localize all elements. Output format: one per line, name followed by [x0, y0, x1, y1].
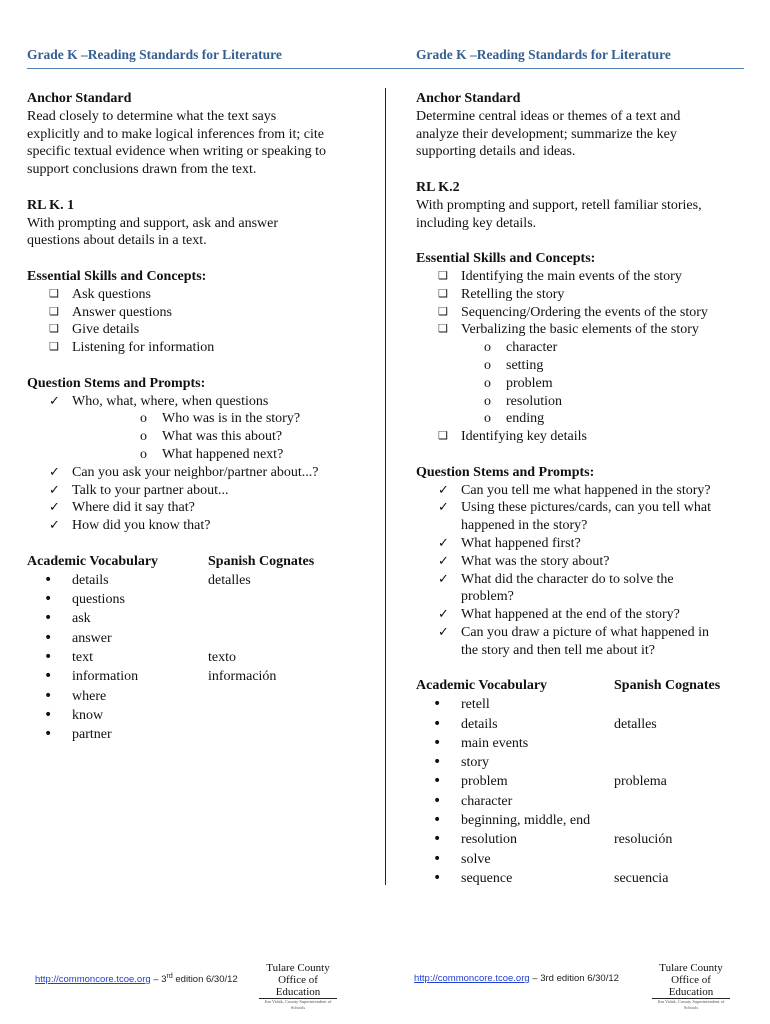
left-stems-label: Question Stems and Prompts: [27, 375, 206, 391]
right-skills-list-tail [416, 428, 746, 446]
bullet-icon: • [44, 706, 53, 723]
left-rl-label: RL K. 1 [27, 197, 75, 213]
vocab-row: • details detalles [44, 571, 251, 588]
left-anchor-line: support conclusions drawn from the text. [27, 162, 257, 178]
bullet-icon: • [44, 648, 53, 665]
checkmark-icon: ✓ [49, 393, 60, 409]
vocab-row: • story [433, 754, 489, 771]
vocab-label: Academic Vocabulary [27, 553, 159, 569]
tcoe-logo: Tulare County Office of Education Jim Vidak, County Superintendent of Schools [259, 962, 337, 1011]
vocab-row: • where [44, 687, 107, 704]
right-stems-list [416, 482, 746, 660]
checkmark-icon: ✓ [49, 464, 60, 480]
checkmark-icon: ✓ [438, 571, 449, 587]
tcoe-logo: Tulare County Office of Education Jim Vidak, County Superintendent of Schools [652, 962, 730, 1011]
bullet-icon: • [433, 831, 442, 848]
bullet-icon: • [44, 610, 53, 627]
vocab-row: • sequence secuencia [433, 869, 669, 886]
bullet-icon: • [433, 754, 442, 771]
right-page-header: Grade K –Reading Standards for Literature [416, 47, 671, 62]
checkmark-icon: ✓ [438, 553, 449, 569]
footer-link[interactable]: http://commoncore.tcoe.org [35, 974, 151, 986]
list-item: ✓ What happened at the end of the story? [438, 607, 680, 623]
bullet-icon: • [44, 571, 53, 588]
left-anchor-label: Anchor Standard [27, 91, 132, 106]
left-skills-list [27, 286, 367, 357]
sub-list-item: o resolution [484, 393, 562, 409]
open-circle-icon: o [140, 429, 147, 445]
open-circle-icon: o [484, 340, 491, 356]
square-bullet-icon: ❑ [438, 430, 448, 443]
vocab-row: • questions [44, 591, 125, 608]
bullet-icon: • [433, 715, 442, 732]
list-item: ❑ Identifying key details [438, 429, 587, 445]
left-rl-line: questions about details in a text. [27, 233, 207, 249]
checkmark-icon: ✓ [49, 482, 60, 498]
vocab-row: • character [433, 792, 513, 809]
right-skills-list [416, 268, 746, 339]
open-circle-icon: o [484, 393, 491, 409]
cognates-label: Spanish Cognates [614, 678, 721, 694]
vocab-label: Academic Vocabulary [416, 678, 548, 694]
list-item: ❑ Listening for information [49, 340, 215, 356]
vocab-row: • ask [44, 610, 91, 627]
vocab-row: • beginning, middle, end [433, 812, 591, 829]
sub-list-item: o What happened next? [140, 446, 284, 462]
square-bullet-icon: ❑ [49, 323, 59, 336]
vocab-row: • problem problema [433, 773, 667, 790]
open-circle-icon: o [484, 411, 491, 427]
right-anchor-line: Determine central ideas or themes of a text and [416, 108, 681, 124]
list-item: ❑ Verbalizing the basic elements of the story [438, 322, 699, 338]
checkmark-icon: ✓ [49, 518, 60, 534]
vocab-row: • partner [44, 726, 112, 743]
checkmark-icon: ✓ [438, 624, 449, 640]
left-footer: http://commoncore.tcoe.org – 3rd edition 6/30/12 [35, 973, 238, 986]
bullet-icon: • [433, 869, 442, 886]
checkmark-icon: ✓ [438, 607, 449, 623]
vocab-row: • information información [44, 668, 277, 685]
list-item: ✓ Talk to your partner about... [49, 482, 229, 498]
square-bullet-icon: ❑ [438, 269, 448, 282]
square-bullet-icon: ❑ [438, 287, 448, 300]
list-item: ✓ Who, what, where, when questions o Who was is in the story? o What was this about? o What happened next? [27, 393, 367, 464]
right-vocab-list [416, 696, 746, 889]
open-circle-icon: o [484, 357, 491, 373]
vocab-row: • solve [433, 850, 491, 867]
right-vocab-header [416, 677, 746, 696]
sub-list-item: o setting [484, 357, 544, 373]
right-anchor-label: Anchor Standard [416, 91, 521, 106]
sub-list-item: o Who was is in the story? [140, 411, 301, 427]
list-item: ✓ How did you know that? [49, 518, 211, 534]
list-item: ✓ What was the story about? [438, 553, 610, 569]
list-item: ❑ Answer questions [49, 304, 172, 320]
vocab-row: • know [44, 706, 104, 723]
left-anchor-line: Read closely to determine what the text says [27, 108, 277, 124]
left-column [27, 90, 367, 745]
list-item: ❑ Give details [49, 322, 140, 338]
list-item: ✓ What did the character do to solve the problem? [438, 571, 674, 605]
sub-list-item: o problem [484, 375, 553, 391]
checkmark-icon: ✓ [438, 500, 449, 516]
left-vocab-list [27, 572, 367, 746]
list-item: ✓ Where did it say that? [49, 500, 195, 516]
list-item: ✓ Using these pictures/cards, can you tell what happened in the story? [438, 500, 711, 534]
bullet-icon: • [44, 591, 53, 608]
left-anchor-line: explicitly and to make logical inferences from it; cite [27, 126, 325, 142]
right-rl-line: including key details. [416, 215, 537, 231]
left-page-header: Grade K –Reading Standards for Literature [27, 47, 282, 62]
right-footer: http://commoncore.tcoe.org – 3rd edition 6/30/12 [414, 973, 619, 984]
list-item: ✓ Can you tell me what happened in the story? [438, 482, 711, 498]
left-rl-line: With prompting and support, ask and answer [27, 215, 279, 231]
sub-list-item: o character [484, 340, 558, 356]
cognates-label: Spanish Cognates [208, 553, 315, 569]
bullet-icon: • [433, 792, 442, 809]
bullet-icon: • [433, 734, 442, 751]
vocab-row: • main events [433, 734, 529, 751]
vocab-row: • retell [433, 696, 490, 713]
bullet-icon: • [44, 668, 53, 685]
vocab-row: • answer [44, 629, 112, 646]
list-item: ✓ Can you ask your neighbor/partner about...? [49, 464, 319, 480]
right-anchor-line: analyze their development; summarize the key [416, 126, 677, 142]
bullet-icon: • [44, 726, 53, 743]
square-bullet-icon: ❑ [49, 341, 59, 354]
open-circle-icon: o [484, 375, 491, 391]
open-circle-icon: o [140, 411, 147, 427]
bullet-icon: • [44, 687, 53, 704]
bullet-icon: • [433, 696, 442, 713]
square-bullet-icon: ❑ [438, 305, 448, 318]
vocab-row: • resolution resolución [433, 831, 673, 848]
bullet-icon: • [44, 629, 53, 646]
left-skills-label: Essential Skills and Concepts: [27, 268, 207, 284]
sub-list-item: o What was this about? [140, 429, 283, 445]
vocab-row: • text texto [44, 648, 236, 665]
sub-list-item: o ending [484, 411, 545, 427]
list-item: ✓ What happened first? [438, 535, 581, 551]
checkmark-icon: ✓ [49, 500, 60, 516]
vocab-row: • details detalles [433, 715, 657, 732]
list-item: ❑ Identifying the main events of the story [438, 268, 682, 284]
left-vocab-header [27, 553, 367, 572]
column-divider [385, 88, 386, 885]
story-elements-list [416, 339, 746, 428]
left-anchor-line: specific textual evidence when writing or speaking to [27, 144, 326, 160]
right-anchor-line: supporting details and ideas. [416, 144, 576, 160]
list-item: ❑ Retelling the story [438, 286, 565, 302]
footer-link[interactable]: http://commoncore.tcoe.org [414, 973, 530, 984]
checkmark-icon: ✓ [438, 482, 449, 498]
list-item: ❑ Ask questions [49, 286, 151, 302]
list-item: ✓ Can you draw a picture of what happened in the story and then tell me about it? [438, 624, 710, 658]
right-stems-label: Question Stems and Prompts: [416, 464, 595, 480]
open-circle-icon: o [140, 446, 147, 462]
square-bullet-icon: ❑ [438, 323, 448, 336]
bullet-icon: • [433, 773, 442, 790]
right-rl-label: RL K.2 [416, 179, 460, 195]
header-rule [27, 68, 744, 69]
right-skills-label: Essential Skills and Concepts: [416, 251, 596, 267]
square-bullet-icon: ❑ [49, 287, 59, 300]
left-stems-list [27, 393, 367, 535]
checkmark-icon: ✓ [438, 535, 449, 551]
list-item: ❑ Sequencing/Ordering the events of the story [438, 304, 708, 320]
bullet-icon: • [433, 850, 442, 867]
right-column [416, 90, 746, 889]
bullet-icon: • [433, 812, 442, 829]
square-bullet-icon: ❑ [49, 305, 59, 318]
right-rl-line: With prompting and support, retell familiar stories, [416, 197, 702, 213]
